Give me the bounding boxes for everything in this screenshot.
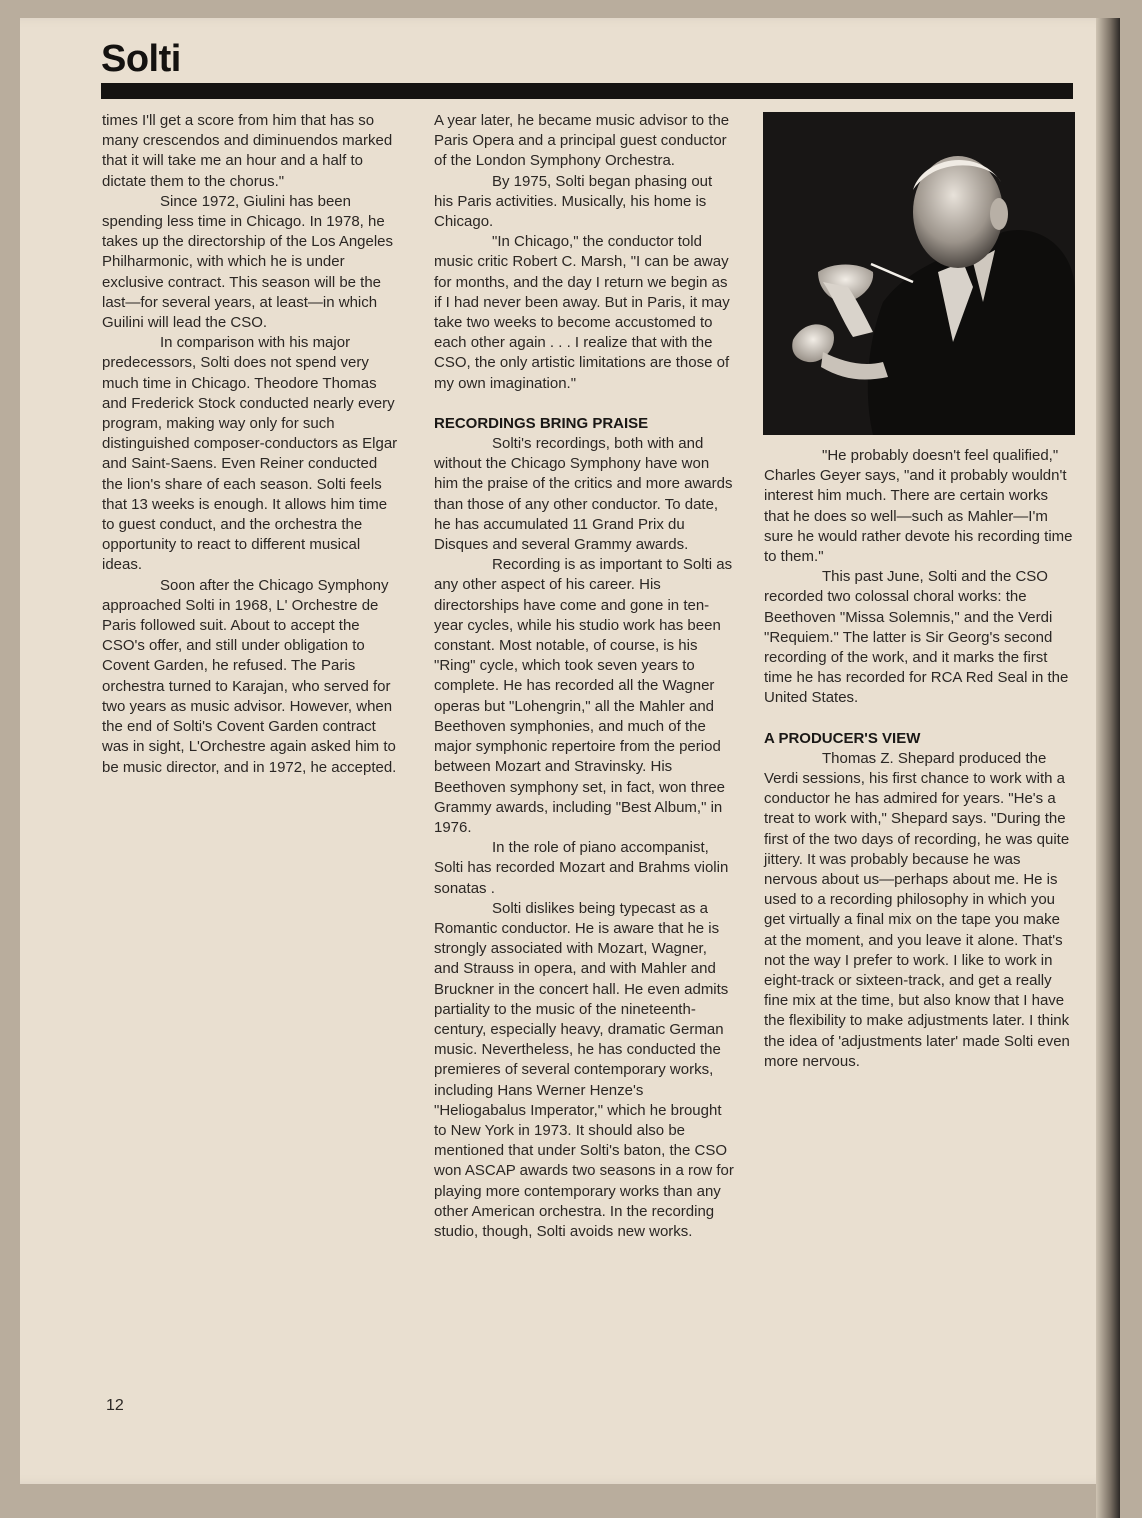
article-column-2 <box>434 111 734 1242</box>
paragraph: Since 1972, Giulini has been spending less time in Chicago. In 1978, he takes up the directorship of the Los Angeles Philharmonic, with which he is under exclusive contract. This season will be the last—for several years, at least—in which Guilini will lead the CSO. <box>102 192 394 332</box>
paragraph: A year later, he became music advisor to the Paris Opera and a principal guest conductor of the London Symphony Orchestra. <box>434 112 730 170</box>
paragraph: Solti dislikes being typecast as a Romantic conductor. He is aware that he is strongly associated with Mozart, Wagner, and Strauss in opera, and with Mahler and Bruckner in the concert hall. He even admits partiality to the music of the nineteenth-century, especially heavy, dramatic German music. Nevertheless, he has conducted the premieres of several contemporary works, including Hans Werner Henze's "Heliogabalus Imperator," which he brought to New York in 1973. It should also be mentioned that under Solti's baton, the CSO won ASCAP awards two seasons in a row for playing more contemporary works than any other American orchestra. In the recording studio, though, Solti avoids new works. <box>434 899 734 1240</box>
paragraph: Recording is as important to Solti as any other aspect of his career. His directorships have come and gone in ten-year cycles, while his studio work has been constant. Most notable, of course, is his "Ring" cycle, which took seven years to complete. He has recorded all the Wagner operas but "Lohengrin," all the Mahler and Beethoven symphonies, and much of the major symphonic repertoire from the period between Mozart and Stravinsky. His Beethoven symphony set, in fact, won three Grammy awards, including "Best Album," in 1976. <box>434 556 733 836</box>
section-heading: RECORDINGS BRING PRAISE <box>434 414 649 432</box>
paragraph: In comparison with his major predecessors, Solti does not spend very much time in Chicago. Theodore Thomas and Frederick Stock conducted nearly every program, making way only for such distinguished composer-conductors as Elgar and Saint-Saens. Even Reiner conducted the lion's share of each season. Solti feels that 13 weeks is enough. It allows him time to guest conduct, and the orchestra the opportunity to react to different musical ideas. <box>102 334 398 574</box>
conductor-photo <box>763 112 1075 435</box>
paragraph: This past June, Solti and the CSO recorded two colossal choral works: the Beethoven "Missa Solemnis," and the Verdi "Requiem." The latter is Sir Georg's second recording of the work, and it marks the first time he has recorded for RCA Red Seal in the United States. <box>764 568 1069 707</box>
title-rule <box>101 83 1073 99</box>
paragraph: Thomas Z. Shepard produced the Verdi sessions, his first chance to work with a conductor he has admired for years. "He's a treat to work with," Shepard says. "During the first of the two days of recording, he was quite jittery. It was probably because he was nervous about us—perhaps about me. He is used to a recording philosophy in which you get virtually a final mix on the tape you make at the moment, and you leave it alone. That's not the way I prefer to work. I like to work in eight-track or sixteen-track, and get a really fine mix at the time, but also know that I have the flexibility to make adjustments later. I think the idea of 'adjustments later' made Solti even more nervous. <box>764 749 1070 1070</box>
paragraph: In the role of piano accompanist, Solti has recorded Mozart and Brahms violin sonatas . <box>434 839 729 897</box>
paragraph: Solti's recordings, both with and without the Chicago Symphony have won him the praise of the critics and more awards than those of any other conductor. To date, he has accumulated 11 Grand Prix du Disques and several Grammy awards. <box>434 435 733 554</box>
paragraph: "In Chicago," the conductor told music critic Robert C. Marsh, "I can be away for months, and the day I return we begin as if I had never been away. But in Paris, it may take two weeks to become accustomed to each other again . . . I realize that with the CSO, the only artistic limitations are those of my own imagination." <box>434 233 730 392</box>
paragraph: By 1975, Solti began phasing out his Paris activities. Musically, his home is Chicago. <box>434 172 713 231</box>
page-spine-edge <box>1096 18 1120 1518</box>
page-title: Solti <box>101 38 181 80</box>
article-column-1 <box>102 111 402 778</box>
paragraph: times I'll get a score from him that has so many crescendos and diminuendos marked that it will take me an hour and a half to dictate them to the chorus." <box>102 112 393 190</box>
page-number: 12 <box>106 1397 124 1414</box>
paragraph: "He probably doesn't feel qualified," Charles Geyer says, "and it probably wouldn't interest him much. There are certain works that he does so well—such as Mahler—I'm sure he would rather devote his recording time to them." <box>764 447 1073 566</box>
paragraph: Soon after the Chicago Symphony approached Solti in 1968, L' Orchestre de Paris followed suit. About to accept the CSO's offer, and still under obligation to Covent Garden, he refused. The Paris orchestra turned to Karajan, who served for two years as music advisor. However, when the end of Solti's Covent Garden contract was in sight, L'Orchestre again asked him to be music director, and in 1972, he accepted. <box>102 576 397 776</box>
section-heading: A PRODUCER'S VIEW <box>764 729 921 747</box>
article-column-3 <box>764 446 1076 1072</box>
